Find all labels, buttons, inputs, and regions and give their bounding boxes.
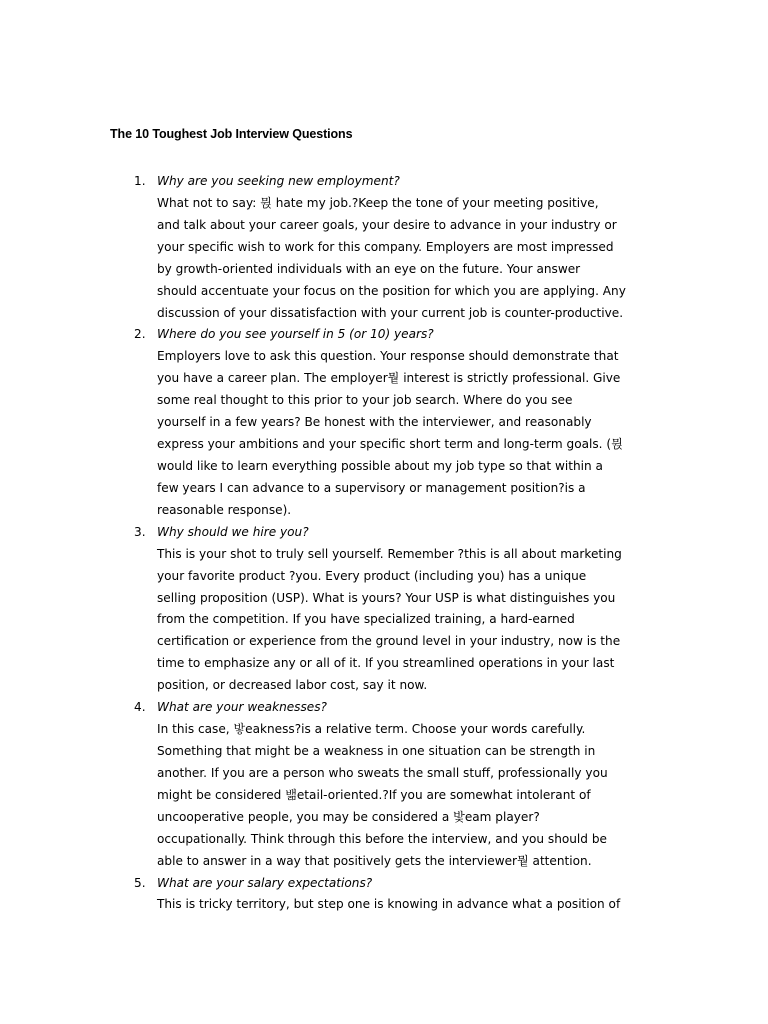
question-item (0, 522, 768, 697)
answer-line: Employers love to ask this question. Your response should demonstrate that (157, 349, 619, 364)
answer-line: occupationally. Think through this before the interview, and you should be (157, 831, 607, 846)
question-list (0, 171, 768, 916)
answer-line: your specific wish to work for this company. Employers are most impressed (157, 239, 614, 254)
answer-line: some real thought to this prior to your job search. Where do you see (157, 393, 573, 408)
answer-line: In this case, 밯eakness?is a relative term. Choose your words carefully. (157, 722, 586, 737)
answer-paragraph (157, 719, 768, 872)
answer-line: from the competition. If you have specialized training, a hard-earned (157, 612, 575, 627)
answer-line: should accentuate your focus on the position for which you are applying. Any (157, 283, 626, 298)
answer-line: by growth-oriented individuals with an eye on the future. Your answer (157, 261, 581, 276)
answer-line: reasonable response). (157, 502, 292, 517)
answer-line: and talk about your career goals, your desire to advance in your industry or (157, 217, 617, 232)
document-title: The 10 Toughest Job Interview Questions (110, 127, 353, 141)
answer-line: able to answer in a way that positively gets the interviewer뭩 attention. (157, 853, 592, 868)
answer-line: discussion of your dissatisfaction with your current job is counter-productive. (157, 305, 624, 320)
answer-line: This is tricky territory, but step one is knowing in advance what a position of (157, 897, 621, 912)
answer-paragraph (157, 894, 768, 916)
answer-line: This is your shot to truly sell yourself. Remember ?this is all about marketing (157, 546, 622, 561)
answer-line: another. If you are a person who sweats the small stuff, professionally you (157, 765, 608, 780)
answer-line: might be considered 밺etail-oriented.?If you are somewhat intolerant of (157, 787, 591, 802)
question-number: 5. (134, 875, 146, 890)
question-item (0, 873, 768, 917)
question-number: 1. (134, 174, 146, 188)
question-text: Why are you seeking new employment? (157, 174, 400, 188)
question-text: What are your salary expectations? (157, 875, 373, 890)
answer-line: selling proposition (USP). What is yours? Your USP is what distinguishes you (157, 590, 616, 605)
answer-line: would like to learn everything possible about my job type so that within a (157, 458, 603, 473)
question-item (0, 171, 768, 324)
question-number: 3. (134, 524, 146, 539)
question-number: 2. (134, 327, 146, 342)
answer-line: you have a career plan. The employer뭩 interest is strictly professional. Give (157, 371, 621, 386)
answer-paragraph (157, 193, 768, 325)
answer-line: your favorite product ?you. Every product (including you) has a unique (157, 568, 587, 583)
question-number: 4. (134, 700, 146, 715)
question-text: What are your weaknesses? (157, 700, 327, 715)
answer-line: Something that might be a weakness in one situation can be strength in (157, 743, 596, 758)
answer-paragraph (157, 544, 768, 697)
answer-line: express your ambitions and your specific short term and long-term goals. (뮍 (157, 437, 623, 452)
question-item (0, 324, 768, 521)
answer-line: few years I can advance to a supervisory or management position?is a (157, 480, 586, 495)
answer-line: uncooperative people, you may be considered a 밫eam player? (157, 809, 540, 824)
answer-paragraph (157, 346, 768, 521)
answer-line: yourself in a few years? Be honest with the interviewer, and reasonably (157, 415, 592, 430)
answer-line: time to emphasize any or all of it. If you streamlined operations in your last (157, 656, 615, 671)
question-item (0, 697, 768, 872)
answer-line: certification or experience from the ground level in your industry, now is the (157, 634, 621, 649)
answer-line: position, or decreased labor cost, say it now. (157, 678, 428, 693)
question-text: Where do you see yourself in 5 (or 10) years? (157, 327, 434, 342)
answer-line: What not to say: 뮍 hate my job.?Keep the tone of your meeting positive, (157, 195, 599, 210)
question-text: Why should we hire you? (157, 524, 309, 539)
